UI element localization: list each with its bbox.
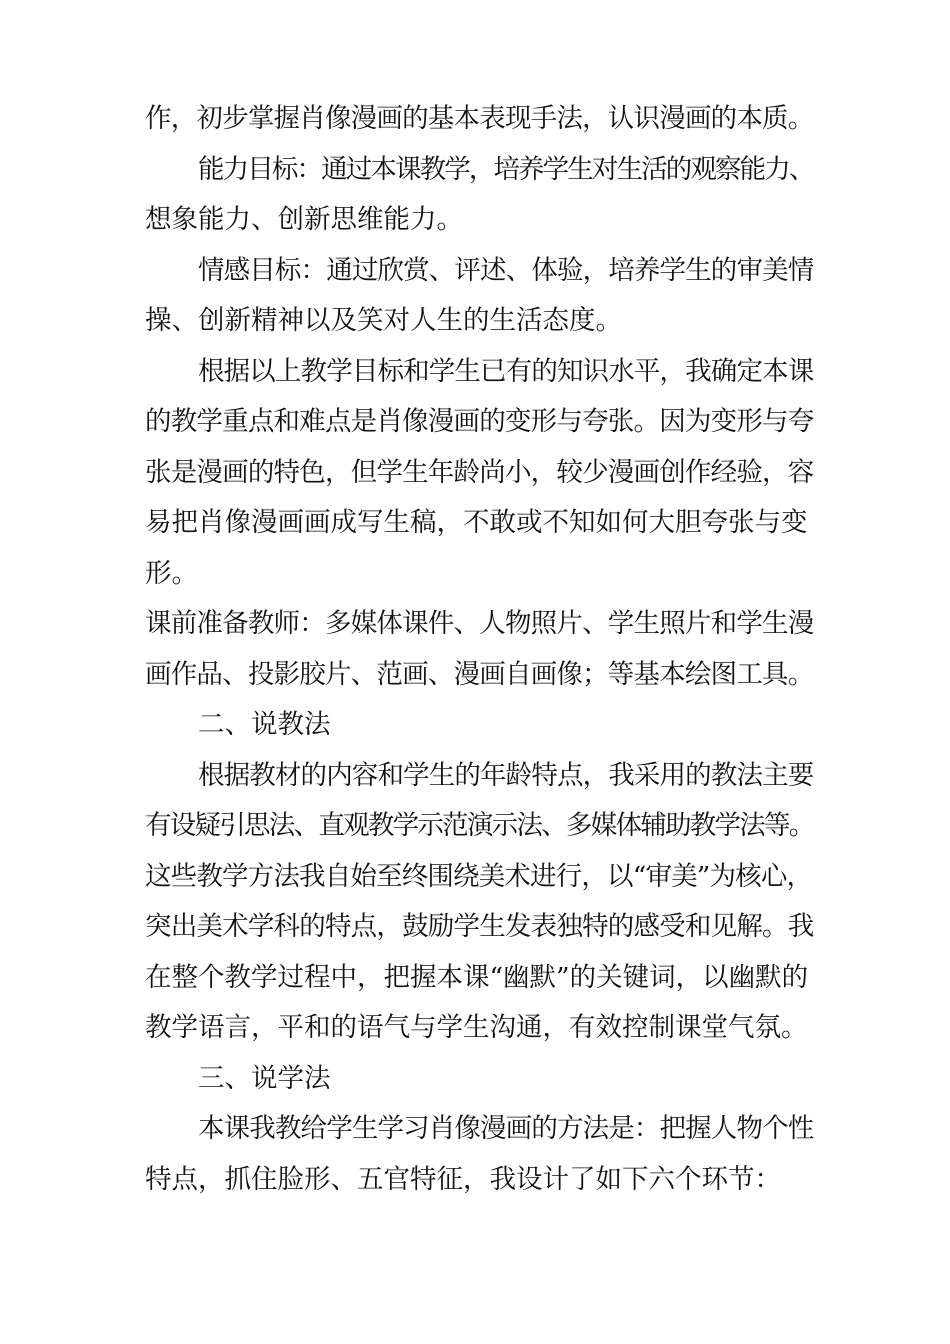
text-line: 根据以上教学目标和学生已有的知识水平，我确定本课 bbox=[198, 355, 814, 387]
text-line: 情感目标：通过欣赏、评述、体验，培养学生的审美情 bbox=[198, 254, 814, 286]
text-line: 画作品、投影胶片、范画、漫画自画像；等基本绘图工具。 bbox=[145, 658, 814, 690]
text-line: 这些教学方法我自始至终围绕美术进行，以“审美”为核心， bbox=[145, 860, 813, 892]
body-text bbox=[145, 94, 813, 1205]
text-line: 二、说教法 bbox=[198, 709, 331, 740]
text-line: 有设疑引思法、直观教学示范演示法、多媒体辅助教学法等。 bbox=[145, 810, 814, 841]
text-line: 本课我教给学生学习肖像漫画的方法是：把握人物个性 bbox=[198, 1113, 814, 1144]
text-line: 张是漫画的特色，但学生年龄尚小，较少漫画创作经验，容 bbox=[145, 456, 814, 488]
text-line: 在整个教学过程中，把握本课“幽默”的关键词，以幽默的 bbox=[145, 961, 809, 993]
paragraph bbox=[145, 94, 813, 145]
paragraph-key-points bbox=[145, 347, 813, 600]
text-line: 作，初步掌握肖像漫画的基本表现手法，认识漫画的本质。 bbox=[145, 103, 814, 134]
text-line: 课前准备教师：多媒体课件、人物照片、学生照片和学生漫 bbox=[145, 608, 814, 639]
text-line: 的教学重点和难点是肖像漫画的变形与夸张。因为变形与夸 bbox=[145, 406, 814, 437]
text-line: 突出美术学科的特点，鼓励学生发表独特的感受和见解。我 bbox=[145, 911, 814, 942]
text-line: 想象能力、创新思维能力。 bbox=[145, 204, 463, 235]
text-line: 特点，抓住脸形、五官特征，我设计了如下六个环节： bbox=[145, 1163, 781, 1195]
text-line: 根据教材的内容和学生的年龄特点，我采用的教法主要 bbox=[198, 759, 814, 791]
text-line: 易把肖像漫画画成写生稿，不敢或不知如何大胆夸张与变 bbox=[145, 507, 808, 538]
text-line: 能力目标：通过本课教学，培养学生对生活的观察能力、 bbox=[198, 153, 814, 185]
paragraph-teaching-method bbox=[145, 751, 813, 1054]
text-line: 操、创新精神以及笑对人生的生活态度。 bbox=[145, 305, 622, 336]
text-line: 形。 bbox=[145, 557, 198, 589]
section-heading-teaching-method bbox=[145, 700, 813, 751]
paragraph-emotion-goal bbox=[145, 246, 813, 347]
paragraph-learning-method bbox=[145, 1104, 813, 1205]
text-line: 教学语言，平和的语气与学生沟通，有效控制课堂气氛。 bbox=[145, 1012, 808, 1043]
text-line: 三、说学法 bbox=[198, 1062, 331, 1094]
section-heading-learning-method bbox=[145, 1054, 813, 1105]
paragraph-preparation bbox=[145, 599, 813, 700]
paragraph-ability-goal bbox=[145, 145, 813, 246]
